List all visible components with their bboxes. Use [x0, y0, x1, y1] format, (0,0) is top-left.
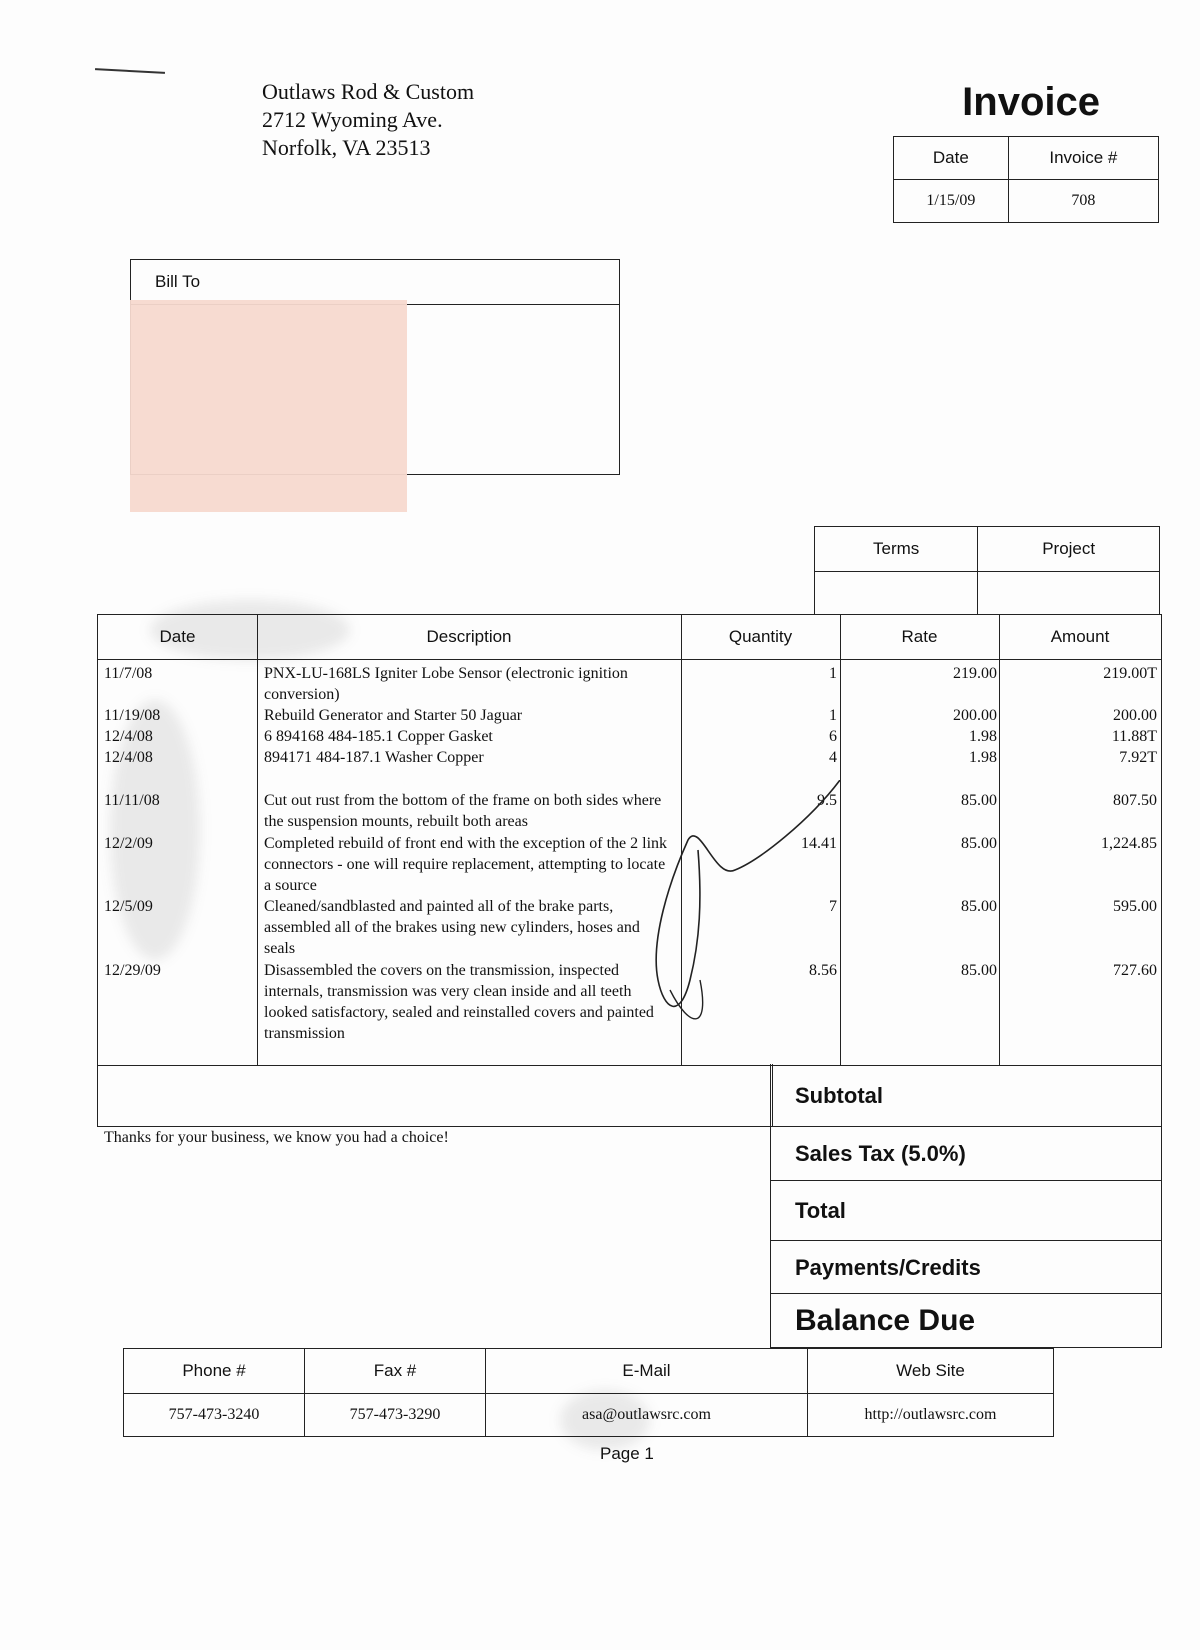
item-date: 12/5/09	[104, 898, 153, 915]
amount-column-header: Amount	[1050, 627, 1110, 646]
date-column-header: Date	[159, 627, 196, 646]
company-address	[262, 78, 474, 162]
contact-table	[123, 1348, 1054, 1437]
redaction-block	[130, 300, 407, 512]
item-description: Cleaned/sandblasted and painted all of the brake parts, assembled all of the brakes using new cylinders, hoses and seals	[264, 898, 640, 957]
item-rate: 85.00	[961, 962, 997, 979]
page-number: Page 1	[600, 1444, 654, 1463]
item-amount: 595.00	[1113, 898, 1157, 915]
item-amount: 1,224.85	[1101, 835, 1157, 852]
line-items-header	[98, 615, 1161, 660]
item-quantity: 6	[829, 728, 837, 745]
project-value	[978, 572, 1160, 615]
notes-box	[97, 1064, 773, 1127]
date-header: Date	[894, 137, 1009, 180]
item-rate: 1.98	[969, 749, 997, 766]
item-description: Disassembled the covers on the transmission, inspected internals, transmission was very clean inside and all teeth looked satisfactory, sealed and reinstalled covers and painted transmission	[264, 962, 654, 1042]
phone-header: Phone #	[124, 1349, 305, 1394]
fax-header: Fax #	[305, 1349, 486, 1394]
item-rate: 85.00	[961, 792, 997, 809]
item-description: Completed rebuild of front end with the exception of the 2 link connectors - one will require replacement, attempting to locate a source	[264, 835, 668, 894]
item-amount: 200.00	[1113, 707, 1157, 724]
website-header: Web Site	[808, 1349, 1054, 1394]
item-rate: 219.00	[953, 665, 997, 682]
item-quantity: 4	[829, 749, 837, 766]
subtotal-label: Subtotal	[771, 1064, 1161, 1127]
item-quantity: 8.56	[809, 962, 837, 979]
item-description: Rebuild Generator and Starter 50 Jaguar	[264, 707, 523, 724]
thanks-message: Thanks for your business, we know you had a choice!	[104, 1129, 449, 1146]
item-description: 6 894168 484-185.1 Copper Gasket	[264, 728, 493, 745]
description-column-header: Description	[426, 627, 512, 646]
item-quantity: 14.41	[801, 835, 837, 852]
terms-header: Terms	[815, 527, 978, 572]
item-amount: 727.60	[1113, 962, 1157, 979]
item-amount: 807.50	[1113, 792, 1157, 809]
line-items-table	[97, 614, 1162, 1066]
terms-value	[815, 572, 978, 615]
sales-tax-label: Sales Tax (5.0%)	[771, 1127, 1161, 1181]
item-quantity: 1	[829, 707, 837, 724]
item-quantity: 7	[829, 898, 837, 915]
item-date: 12/2/09	[104, 835, 153, 852]
item-date: 11/11/08	[104, 792, 160, 809]
item-date: 12/29/09	[104, 962, 161, 979]
item-rate: 85.00	[961, 835, 997, 852]
scan-mark	[95, 68, 165, 74]
company-city: Norfolk, VA 23513	[262, 135, 431, 160]
invoice-date: 1/15/09	[894, 180, 1009, 223]
project-header: Project	[978, 527, 1160, 572]
item-amount: 219.00T	[1103, 665, 1157, 682]
item-quantity: 9.5	[817, 792, 837, 809]
handwritten-mark	[640, 780, 840, 1040]
email-header: E-Mail	[486, 1349, 808, 1394]
item-description: Cut out rust from the bottom of the frame on both sides where the suspension mounts, rebuilt both areas	[264, 792, 662, 830]
invoice-number-header: Invoice #	[1008, 137, 1158, 180]
item-amount: 7.92T	[1119, 749, 1157, 766]
company-street: 2712 Wyoming Ave.	[262, 107, 443, 132]
item-date: 12/4/08	[104, 749, 153, 766]
item-amount: 11.88T	[1111, 728, 1157, 745]
terms-table	[814, 526, 1160, 615]
item-date: 11/7/08	[104, 665, 153, 682]
website-url: http://outlawsrc.com	[808, 1394, 1054, 1437]
phone-number: 757-473-3240	[124, 1394, 305, 1437]
item-description: 894171 484-187.1 Washer Copper	[264, 749, 484, 766]
item-rate: 200.00	[953, 707, 997, 724]
email-address: asa@outlawsrc.com	[486, 1394, 808, 1437]
item-date: 12/4/08	[104, 728, 153, 745]
total-label: Total	[771, 1181, 1161, 1241]
totals-box	[770, 1064, 1162, 1348]
payments-credits-label: Payments/Credits	[771, 1241, 1161, 1294]
page-title: Invoice	[962, 80, 1100, 124]
fax-number: 757-473-3290	[305, 1394, 486, 1437]
item-description: PNX-LU-168LS Igniter Lobe Sensor (electronic ignition conversion)	[264, 665, 628, 703]
bill-to-label: Bill To	[131, 260, 619, 305]
balance-due-label: Balance Due	[771, 1294, 1161, 1348]
item-rate: 85.00	[961, 898, 997, 915]
rate-column-header: Rate	[901, 627, 938, 646]
item-quantity: 1	[829, 665, 837, 682]
company-name: Outlaws Rod & Custom	[262, 79, 475, 104]
quantity-column-header: Quantity	[728, 627, 793, 646]
invoice-meta-table	[893, 136, 1159, 223]
invoice-number: 708	[1008, 180, 1158, 223]
item-rate: 1.98	[969, 728, 997, 745]
item-date: 11/19/08	[104, 707, 161, 724]
